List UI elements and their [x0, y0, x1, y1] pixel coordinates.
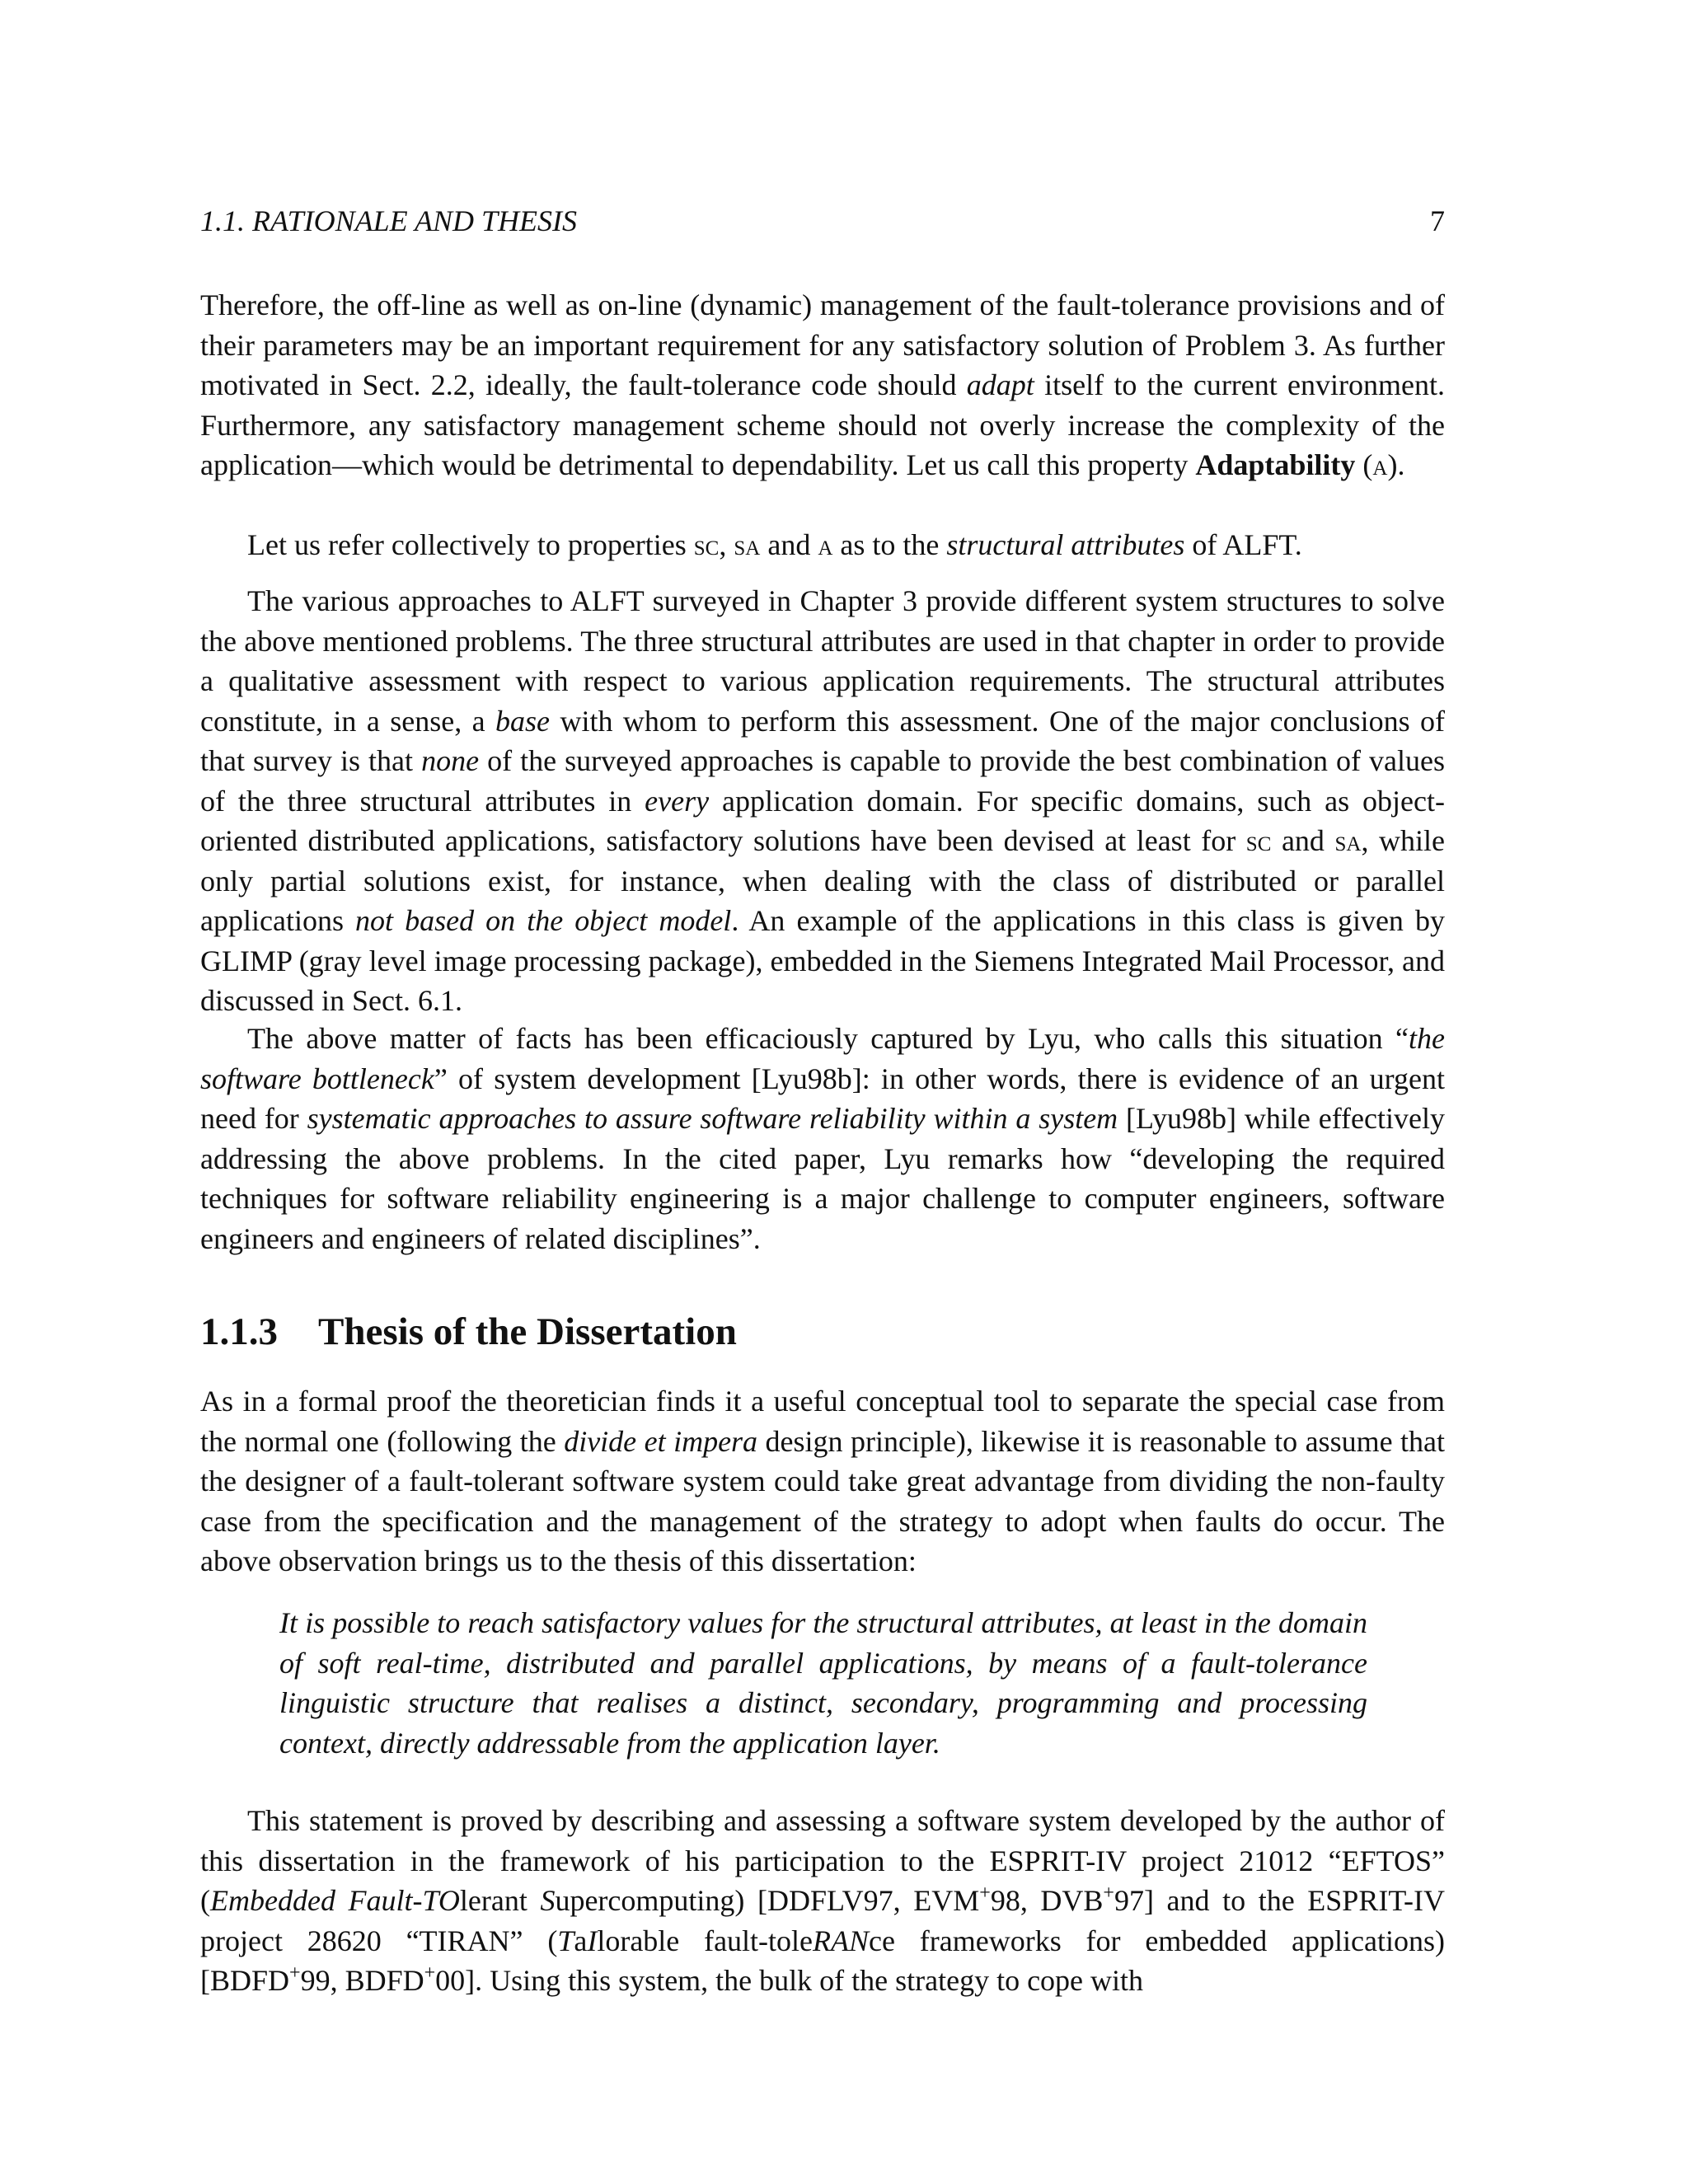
paragraph-6: This statement is proved by describing and assessing a software system developed by the author of this dissertation in the framework of his participation to the ESPRIT-IV project 21012 “EFTOS” (Embedded Fault-TOlerant Supercomputing) [DDFLV97, EVM+98, DVB+97] and to the ESPRIT-IV project 28620 “TIRAN” (TaIlorable fault-toleRANce frameworks for embedded applications) [BDFD+99, BDFD+00]. Using this system, the bulk of the strategy to cope with — [200, 1804, 1446, 1997]
section-heading — [200, 1309, 737, 1355]
paragraph-1: Therefore, the off-line as well as on-line (dynamic) management of the fault-tolerance provisions and of their parameters may be an important requirement for any satisfactory solution of Problem 3. As further motivated in Sect. 2.2, ideally, the fault-tolerance code should adapt itself to the current environment. Furthermore, any satisfactory management scheme should not overly increase the complexity of the application—which would be detrimental to dependability. Let us call this property Adaptability (a). — [200, 288, 1445, 481]
section-heading-number: 1.1.3 — [200, 1310, 278, 1353]
paragraph-4: The above matter of facts has been efficaciously captured by Lyu, who calls this situation “the software bottleneck” of system development [Lyu98b]: in other words, there is evidence of an urgent need for systematic approaches to assure software reliability within a system [Lyu98b] while effectively addressing the above problems. In the cited paper, Lyu remarks how “developing the required techniques for software reliability engineering is a major challenge to computer engineers, software engineers and engineers of related disciplines”. — [200, 1022, 1445, 1255]
running-header — [200, 203, 1445, 239]
thesis-statement: It is possible to reach satisfactory values for the structural attributes, at least in the domain of soft real-time, distributed and parallel applications, by means of a fault-tolerance linguistic structure that realises a distinct, secondary, programming and processing context, directly addressable from the application layer. — [279, 1606, 1367, 1760]
paragraph-2: Let us refer collectively to properties sc, sa and a as to the structural attributes of ALFT. — [247, 528, 1302, 561]
paragraph-3: The various approaches to ALFT surveyed in Chapter 3 provide different system structures to solve the above mentioned problems. The three structural attributes are used in that chapter in order to provide a qualitative assessment with respect to various application requirements. The structural attributes constitute, in a sense, a base with whom to perform this assessment. One of the major conclusions of that survey is that none of the surveyed approaches is capable to provide the best combination of values of the three structural attributes in every application domain. For specific domains, such as object-oriented distributed applications, satisfactory solutions have been devised at least for sc and sa, while only partial solutions exist, for instance, when dealing with the class of distributed or parallel applications not based on the object model. An example of the applications in this class is given by GLIMP (gray level image processing package), embedded in the Siemens Integrated Mail Processor, and discussed in Sect. 6.1. — [200, 584, 1446, 1017]
page-number: 7 — [1430, 204, 1445, 237]
running-header-title: 1.1. RATIONALE AND THESIS — [200, 204, 578, 237]
section-heading-title: Thesis of the Dissertation — [318, 1310, 737, 1353]
paragraph-5: As in a formal proof the theoretician finds it a useful conceptual tool to separate the special case from the normal one (following the divide et impera design principle), likewise it is reasonable to assume that the designer of a fault-tolerant software system could take great advantage from dividing the non-faulty case from the specification and the management of the strategy to adopt when faults do occur. The above observation brings us to the thesis of this dissertation: — [200, 1385, 1446, 1577]
